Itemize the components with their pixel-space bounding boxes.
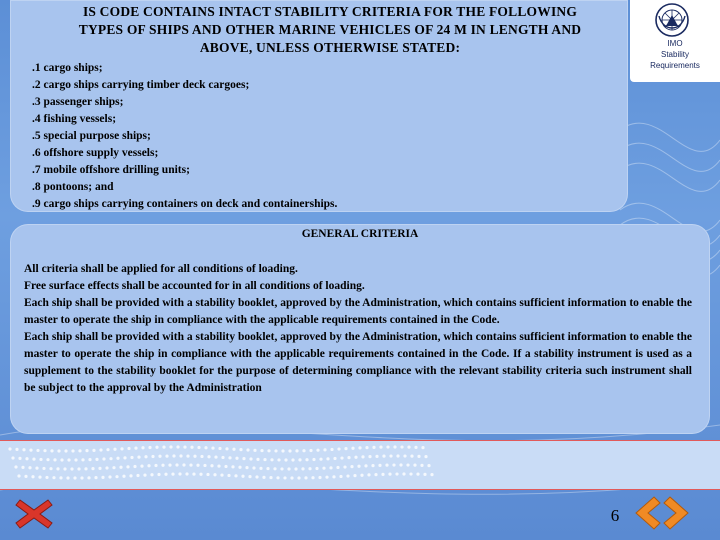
list-item: .7 mobile offshore drilling units; [32, 164, 190, 176]
list-item: .6 offshore supply vessels; [32, 147, 159, 159]
decorative-dots-band [0, 440, 720, 490]
ship-types-panel [10, 0, 628, 212]
general-criteria-body [24, 261, 692, 397]
page-number: 6 [610, 506, 620, 525]
dots-pattern [0, 441, 720, 489]
ship-types-list [32, 60, 337, 213]
list-item: .9 cargo ships carrying containers on deck and containerships. [32, 198, 338, 210]
general-criteria-title: GENERAL CRITERIA [301, 228, 419, 240]
heading-line-3: ABOVE, UNLESS OTHERWISE STATED: [199, 40, 461, 55]
list-item: .1 cargo ships; [32, 62, 103, 74]
page-heading [30, 3, 630, 57]
criteria-line-2: Free surface effects shall be accounted for in all conditions of loading. [24, 280, 365, 292]
list-item: .2 cargo ships carrying timber deck cargoes; [32, 79, 250, 91]
heading-line-1: IS CODE CONTAINS INTACT STABILITY CRITERIA FOR THE FOLLOWING [82, 4, 578, 19]
list-item: .3 passenger ships; [32, 96, 124, 108]
criteria-paragraph-1: Each ship shall be provided with a stability booklet, approved by the Administration, which contains sufficient information to enable the master to operate the ship in compliance with the applicable requirements contained in the Code. [24, 297, 692, 326]
list-item: .8 pontoons; and [32, 181, 114, 193]
close-icon[interactable] [14, 496, 54, 532]
logo-line-2: Stability [660, 50, 689, 59]
list-item: .5 special purpose ships; [32, 130, 151, 142]
general-criteria-panel [10, 224, 710, 434]
logo-line-1: IMO [667, 39, 683, 48]
criteria-line-1: All criteria shall be applied for all conditions of loading. [24, 263, 298, 275]
chevron-left-icon[interactable] [632, 494, 662, 532]
criteria-paragraph-2: Each ship shall be provided with a stability booklet, approved by the Administration, which contains sufficient information to enable the master to operate the ship in compliance with the applicable requirements contained in the Code. If a stability instrument is used as a supplement to the stability booklet for the purpose of determining compliance with the relevant stability criteria such instrument shall be subject to the approval by the Administration [24, 331, 692, 394]
imo-emblem-icon [654, 2, 690, 38]
heading-line-2: TYPES OF SHIPS AND OTHER MARINE VEHICLES OF 24 M IN LENGTH AND [78, 22, 582, 37]
list-item: .4 fishing vessels; [32, 113, 117, 125]
logo-line-3: Requirements [650, 61, 700, 70]
imo-logo [630, 0, 720, 82]
chevron-right-icon[interactable] [662, 494, 692, 532]
logo-caption [630, 38, 720, 71]
